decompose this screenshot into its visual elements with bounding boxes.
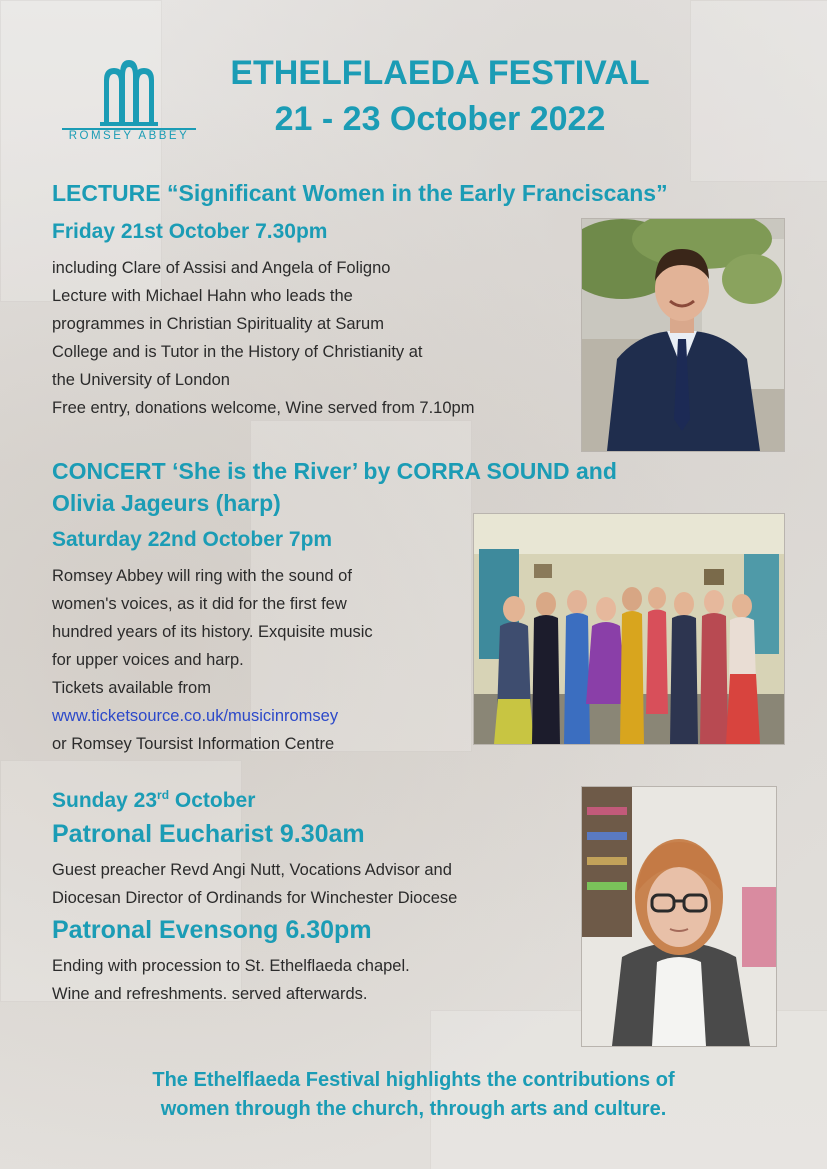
evensong-line: Ending with procession to St. Ethelflaeda chapel. <box>52 957 410 975</box>
logo-text: ROMSEY ABBEY <box>68 130 190 142</box>
stone-block <box>690 0 827 182</box>
lecture-line: including Clare of Assisi and Angela of Foligno <box>52 259 391 277</box>
lecture-line: the University of London <box>52 371 230 389</box>
concert-line: or Romsey Toursist Information Centre <box>52 735 335 753</box>
concert-datetime: Saturday 22nd October 7pm <box>52 528 333 551</box>
eucharist-line: Guest preacher Revd Angi Nutt, Vocations Advisor and <box>52 861 452 879</box>
evensong-description <box>52 952 410 1008</box>
preacher-photo <box>581 786 777 1047</box>
evensong-line: Wine and refreshments. served afterwards. <box>52 985 368 1003</box>
eucharist-description <box>52 856 457 912</box>
festival-dates: 21 - 23 October 2022 <box>274 100 606 138</box>
concert-line: Tickets available from <box>52 679 211 697</box>
concert-line: hundred years of its history. Exquisite music <box>52 623 373 641</box>
lecture-line: Lecture with Michael Hahn who leads the <box>52 287 353 305</box>
concert-line: women's voices, as it did for the first few <box>52 595 347 613</box>
footer-line1: The Ethelflaeda Festival highlights the contributions of <box>152 1069 675 1091</box>
speaker-photo <box>581 218 785 452</box>
concert-line: for upper voices and harp. <box>52 651 244 669</box>
concert-line: Romsey Abbey will ring with the sound of <box>52 567 352 585</box>
festival-title: ETHELFLAEDA FESTIVAL <box>230 54 650 92</box>
lecture-description <box>52 254 474 422</box>
sunday-date-month: October <box>169 789 256 812</box>
eucharist-line: Diocesan Director of Ordinands for Winchester Diocese <box>52 889 458 907</box>
concert-description <box>52 562 373 758</box>
choir-photo <box>473 513 785 745</box>
lecture-line: College and is Tutor in the History of Christianity at <box>52 343 423 361</box>
eucharist-title: Patronal Eucharist 9.30am <box>52 820 365 848</box>
lecture-datetime: Friday 21st October 7.30pm <box>52 220 328 243</box>
romsey-abbey-logo <box>62 60 196 145</box>
sunday-date-ordinal: rd <box>157 788 170 802</box>
ticket-link[interactable]: www.ticketsource.co.uk/musicinromsey <box>52 707 339 725</box>
concert-heading-line2: Olivia Jageurs (harp) <box>52 490 281 516</box>
footer-line2: women through the church, through arts and culture. <box>160 1098 667 1120</box>
concert-heading-line1: CONCERT ‘She is the River’ by CORRA SOUND and <box>52 458 617 484</box>
lecture-line: programmes in Christian Spirituality at Sarum <box>52 315 384 333</box>
lecture-heading: LECTURE “Significant Women in the Early Franciscans” <box>52 180 668 206</box>
sunday-date <box>52 788 255 813</box>
evensong-title: Patronal Evensong 6.30pm <box>52 916 372 944</box>
lecture-line: Free entry, donations welcome, Wine served from 7.10pm <box>52 399 475 417</box>
sunday-date-day: Sunday 23 <box>52 789 158 812</box>
